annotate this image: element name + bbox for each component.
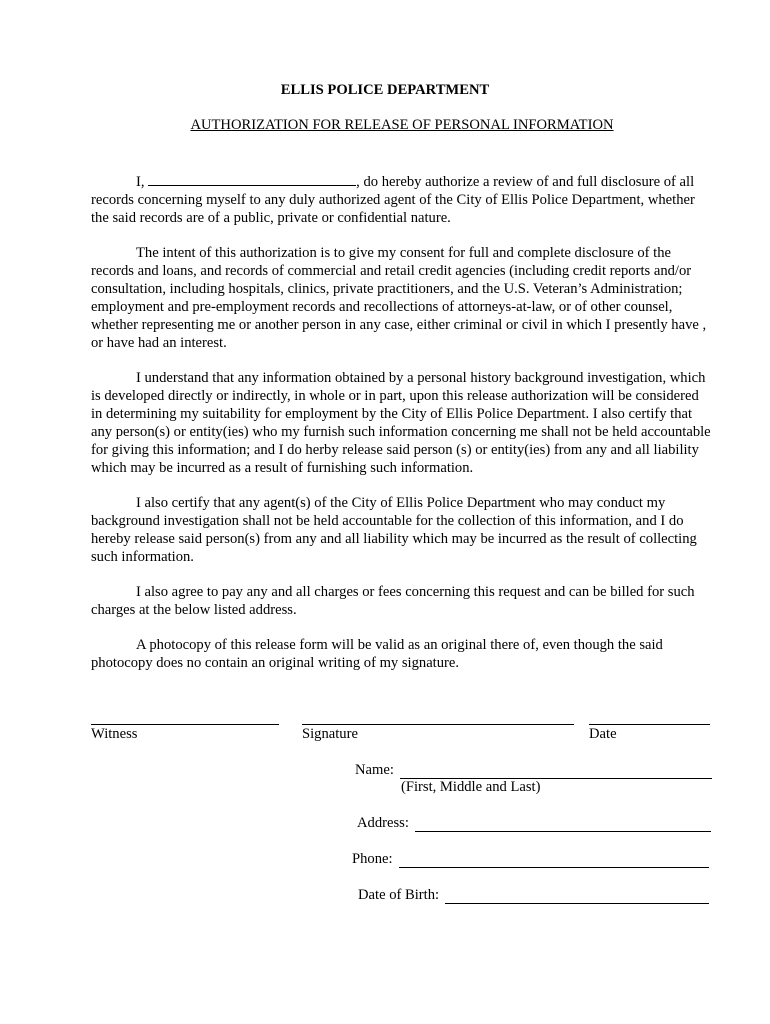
- date-label: Date: [589, 726, 617, 742]
- phone-input-line[interactable]: [399, 855, 709, 868]
- phone-label: Phone:: [352, 851, 393, 867]
- address-input-line[interactable]: [415, 819, 711, 832]
- name-label: Name:: [355, 762, 394, 778]
- dob-label: Date of Birth:: [358, 887, 440, 903]
- department-title: ELLIS POLICE DEPARTMENT: [280, 82, 490, 98]
- paragraph-intent: The intent of this authorization is to give my consent for full and complete disclosure of the records and loans, and records of commercial and retail credit agencies (including credit reports and/or consultation, including hospitals, clinics, private practitioners, and the U.S. Veteran’s Administration; employment and pre-employment records and recollections of attorneys-at-law, or of other counsel, whether representing me or another person in any case, either criminal or civil in which I presently have , or have had an interest.: [91, 245, 707, 351]
- paragraph-charges: I also agree to pay any and all charges or fees concerning this request and can be billed for such charges at the below listed address.: [91, 584, 695, 618]
- dob-input-line[interactable]: [445, 891, 709, 904]
- p1-text: , do hereby authorize a review of and full disclosure of all records concerning myself to any duly authorized agent of the City of Ellis Police Department, whether the said records are of a public, private or confidential nature.: [91, 174, 695, 226]
- address-field: [357, 815, 711, 832]
- paragraph-authorization: [91, 172, 711, 227]
- dob-field: [358, 887, 709, 904]
- form-title: AUTHORIZATION FOR RELEASE OF PERSONAL INFORMATION: [190, 117, 614, 133]
- paragraph-photocopy: A photocopy of this release form will be valid as an original there of, even though the said photocopy does no contain an original writing of my signature.: [91, 637, 663, 671]
- form-body: [91, 172, 711, 689]
- name-hint: (First, Middle and Last): [401, 779, 541, 795]
- name-input-line[interactable]: [400, 766, 712, 779]
- signature-line[interactable]: [302, 724, 574, 725]
- paragraph-understanding: I understand that any information obtained by a personal history background investigation, which is developed directly or indirectly, in whole or in part, upon this release authorization will be considered in determining my suitability for employment by the City of Ellis Police Department. I also certify that any person(s) or entity(ies) who my furnish such information concerning me shall not be held accountable for giving this information; and I do herby release said person (s) or entity(ies) from any and all liability which may be incurred as a result of furnishing such information.: [91, 370, 711, 476]
- date-line[interactable]: [589, 724, 710, 725]
- signature-label: Signature: [302, 726, 358, 742]
- witness-label: Witness: [91, 726, 138, 742]
- name-field: [355, 762, 712, 779]
- paragraph-agent-certify: I also certify that any agent(s) of the City of Ellis Police Department who may conduct my background investigation shall not be held accountable for the collection of this information, and I do hereby release said person(s) from any and all liability which may be incurred as the result of collecting such information.: [91, 495, 697, 565]
- address-label: Address:: [357, 815, 409, 831]
- applicant-name-blank[interactable]: [148, 172, 356, 186]
- phone-field: [352, 851, 709, 868]
- p1-prefix: I,: [136, 174, 145, 190]
- witness-line[interactable]: [91, 724, 279, 725]
